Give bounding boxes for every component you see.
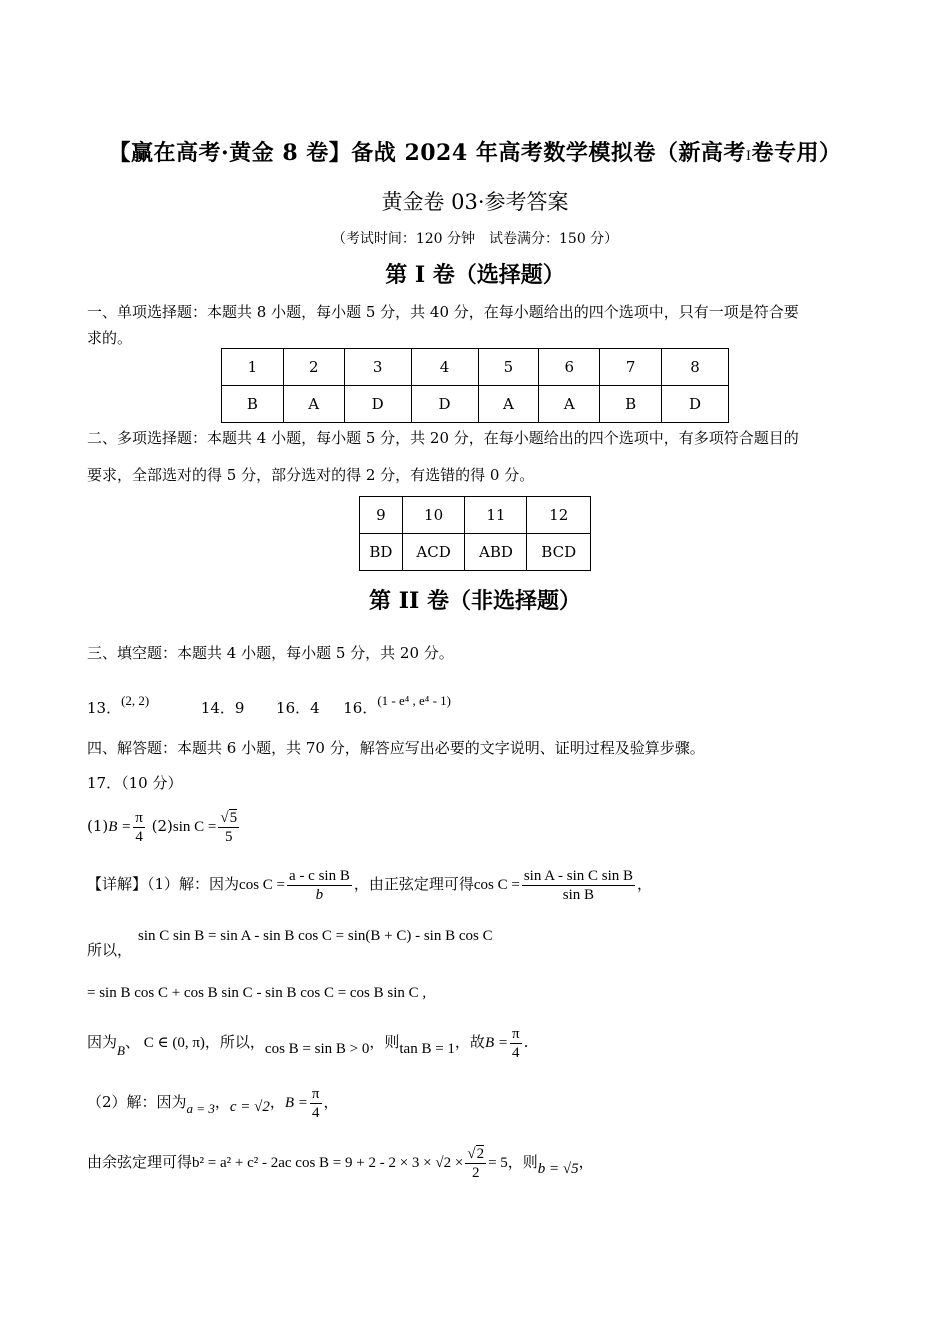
section2-text-line2: 要求，全部选对的得 5 分，部分选对的得 2 分，有选错的得 0 分。 bbox=[87, 466, 535, 484]
table-row bbox=[222, 349, 729, 386]
title-roman: I bbox=[745, 149, 752, 164]
title-main: 【赢在高考·黄金 8 卷】备战 2024 年高考数学模拟卷（新高考 bbox=[108, 140, 746, 166]
table-row bbox=[360, 534, 591, 571]
fill-answers bbox=[87, 688, 451, 721]
table-cell: B bbox=[222, 386, 284, 423]
table-cell: ABD bbox=[465, 534, 527, 571]
section3-text: 三、填空题：本题共 4 小题，每小题 5 分，共 20 分。 bbox=[87, 644, 454, 662]
q16-label: 16． bbox=[343, 699, 378, 717]
table-cell: 9 bbox=[360, 497, 403, 534]
ans1-lhs: B = bbox=[108, 819, 132, 835]
answer-table-multi bbox=[359, 496, 591, 571]
table-cell: A bbox=[539, 386, 600, 423]
table-cell: BD bbox=[360, 534, 403, 571]
table-row bbox=[222, 386, 729, 423]
detail-line-because: 因为B、 C ∈ (0, π)，所以，cos B = sin B > 0，则tan B = 1，故B = $\frac{\pi}{4}$ . bbox=[87, 1025, 529, 1061]
q14-answer: 14．9 bbox=[200, 699, 245, 717]
equation-line-1: sin C sin B = sin A - sin B cos C = sin(B + C) - sin B cos C bbox=[138, 928, 493, 944]
q13-answer: (2, 2) bbox=[121, 693, 150, 708]
q15-answer: 16．4 bbox=[276, 699, 320, 717]
ans2-label: (2) bbox=[151, 817, 173, 835]
table-cell: 4 bbox=[411, 349, 478, 386]
answer-table-single bbox=[221, 348, 729, 423]
equation-line-2: = sin B cos C + cos B sin C - sin B cos C = cos B sin C , bbox=[87, 985, 427, 1001]
so-label: 所以， bbox=[87, 941, 133, 959]
fraction: $\frac{\text{sin A - sin C sin B}}{\text{sin B}}$ bbox=[523, 867, 634, 903]
table-cell: D bbox=[344, 386, 411, 423]
q17-header: 17．（10 分） bbox=[87, 774, 183, 792]
table-row bbox=[360, 497, 591, 534]
ans1-label: (1) bbox=[87, 817, 109, 835]
q17-answers bbox=[87, 806, 241, 847]
detail-line-law: 由余弦定理可得b² = a² + c² - 2ac cos B = 9 + 2 - 2 × 3 × √2 × $\frac{√2}{2}$ = 5，则b = √5， bbox=[87, 1145, 594, 1181]
table-cell: BCD bbox=[527, 534, 591, 571]
fraction: $\frac{√2}{2}$ bbox=[467, 1145, 485, 1181]
title-end: 卷专用） bbox=[751, 140, 842, 166]
detail-line-part2: （2）解：因为a = 3，c = √2，B = $\frac{\pi}{4}$ ， bbox=[87, 1085, 339, 1121]
fraction: $\frac{√5}{5}$ bbox=[220, 809, 238, 845]
table-cell: 1 bbox=[222, 349, 284, 386]
table-cell: B bbox=[600, 386, 662, 423]
table-cell: 3 bbox=[344, 349, 411, 386]
table-cell: 12 bbox=[527, 497, 591, 534]
ans2-lhs: sin C = bbox=[172, 819, 217, 835]
table-cell: ACD bbox=[402, 534, 465, 571]
table-cell: 2 bbox=[283, 349, 344, 386]
table-cell: 10 bbox=[402, 497, 465, 534]
part2-heading: 第 II 卷（非选择题） bbox=[369, 588, 581, 614]
table-cell: D bbox=[662, 386, 729, 423]
table-cell: A bbox=[283, 386, 344, 423]
table-cell: 11 bbox=[465, 497, 527, 534]
section1-text-line1: 一、单项选择题：本题共 8 小题，每小题 5 分，共 40 分，在每小题给出的四个选项中，只有一项是符合要 bbox=[87, 303, 799, 321]
table-cell: 8 bbox=[662, 349, 729, 386]
table-cell: 6 bbox=[539, 349, 600, 386]
fraction: $\frac{\pi}{4}$ bbox=[311, 1085, 320, 1121]
exam-title bbox=[0, 136, 950, 167]
section1-text-line2: 求的。 bbox=[87, 329, 133, 347]
section4-text: 四、解答题：本题共 6 小题，共 70 分，解答应写出必要的文字说明、证明过程及验算步骤。 bbox=[87, 739, 705, 757]
q13-label: 13． bbox=[87, 699, 122, 717]
detail-line-1: 【详解】（1）解：因为cos C = $\frac{\text{a - c sin B}}{b}$ ，由正弦定理可得cos C = $\frac{\text{sin A - sin C sin B}}{\text{sin B}}$ ， bbox=[87, 867, 653, 903]
fraction: $\frac{\pi}{4}$ bbox=[135, 809, 143, 845]
subtitle: 黄金卷 03·参考答案 bbox=[381, 190, 569, 214]
table-cell: A bbox=[478, 386, 539, 423]
fraction: $\frac{\text{a - c sin B}}{b}$ bbox=[289, 867, 350, 903]
table-cell: D bbox=[411, 386, 478, 423]
exam-info: （考试时间：120 分钟 试卷满分：150 分） bbox=[331, 231, 619, 247]
fraction: $\frac{\pi}{4}$ bbox=[511, 1025, 520, 1061]
section2-text-line1: 二、多项选择题：本题共 4 小题，每小题 5 分，共 20 分，在每小题给出的四个选项中，有多项符合题目的 bbox=[87, 429, 799, 447]
part1-heading: 第 I 卷（选择题） bbox=[385, 262, 565, 288]
table-cell: 7 bbox=[600, 349, 662, 386]
q16-answer: (1 - e⁴ , e⁴ - 1) bbox=[377, 693, 451, 708]
table-cell: 5 bbox=[478, 349, 539, 386]
